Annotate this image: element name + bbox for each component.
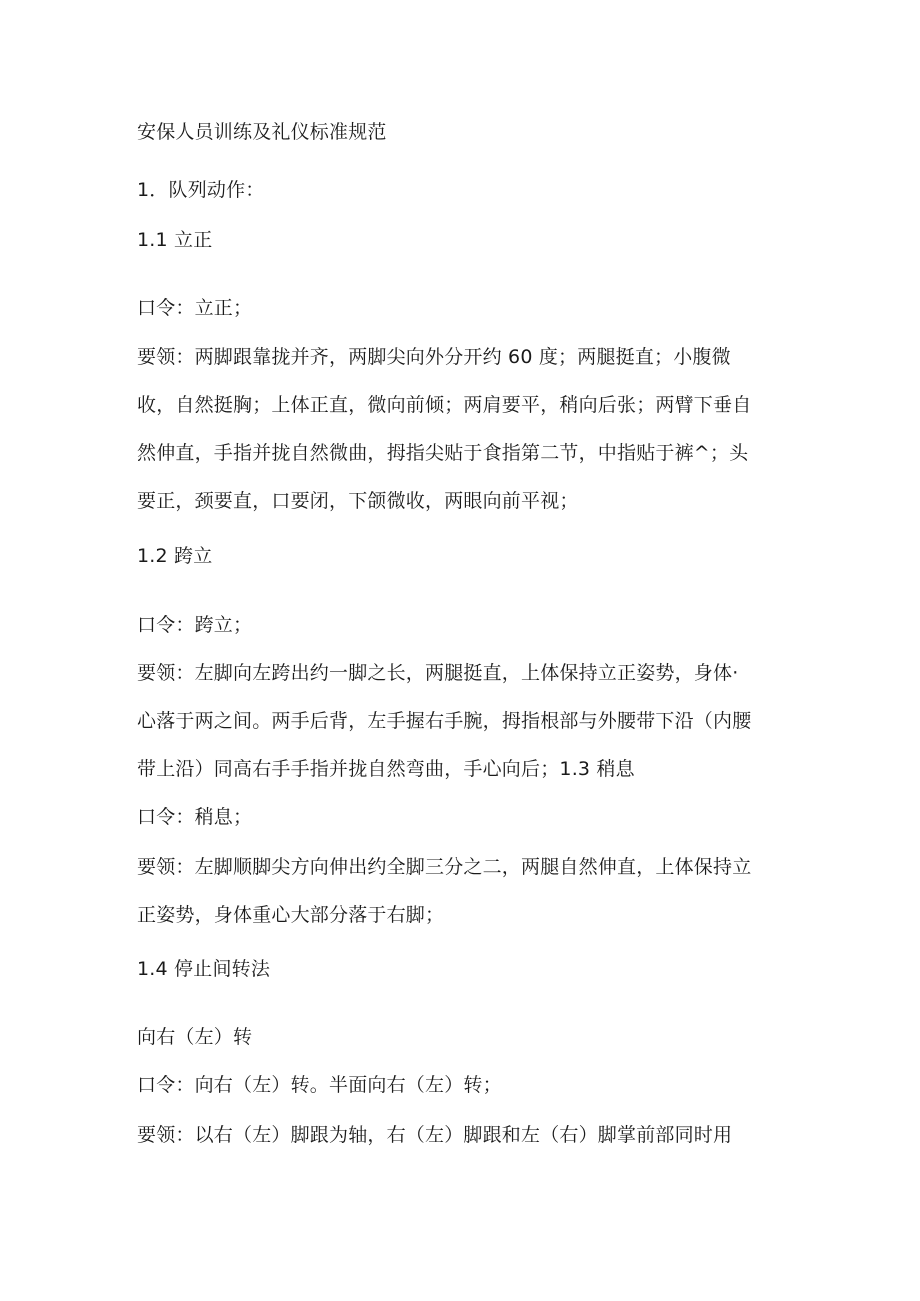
essentials-1-1-line-1: 要领：两脚跟靠拢并齐，两脚尖向外分开约 60 度；两腿挺直；小腹微 [137, 346, 731, 368]
essentials-1-4-line-1: 要领：以右（左）脚跟为轴，右（左）脚跟和左（右）脚掌前部同时用 [137, 1124, 733, 1146]
essentials-1-3-line-2: 正姿势，身体重心大部分落于右脚； [137, 904, 445, 926]
essentials-1-1-line-2: 收，自然挺胸；上体正直，微向前倾；两肩要平，稍向后张；两臂下垂自 [137, 394, 752, 416]
essentials-1-2-line-3: 带上沿）同高右手手指并拢自然弯曲，手心向后；1.3 稍息 [137, 758, 635, 780]
command-1-2: 口令：跨立； [137, 614, 253, 636]
turn-subheading: 向右（左）转 [137, 1026, 253, 1048]
subsection-heading-1-4: 1.4 停止间转法 [137, 958, 271, 980]
section-heading-1: 1．队列动作： [137, 179, 265, 201]
essentials-1-2-line-1: 要领：左脚向左跨出约一脚之长，两腿挺直，上体保持立正姿势，身体· [137, 662, 739, 684]
essentials-1-1-line-3: 然伸直，手指并拢自然微曲，拇指尖贴于食指第二节，中指贴于裤^；头 [137, 442, 749, 464]
command-1-3: 口令：稍息； [137, 806, 253, 828]
essentials-1-2-line-2: 心落于两之间。两手后背，左手握右手腕，拇指根部与外腰带下沿（内腰 [137, 710, 752, 732]
command-1-4: 口令：向右（左）转。半面向右（左）转； [137, 1074, 502, 1096]
essentials-1-3-line-1: 要领：左脚顺脚尖方向伸出约全脚三分之二，两腿自然伸直，上体保持立 [137, 856, 752, 878]
subsection-heading-1-1: 1.1 立正 [137, 229, 213, 251]
essentials-1-1-line-4: 要正，颈要直，口要闭，下颌微收，两眼向前平视； [137, 490, 579, 512]
subsection-heading-1-2: 1.2 跨立 [137, 545, 213, 567]
document-title: 安保人员训练及礼仪标准规范 [137, 121, 387, 143]
command-1-1: 口令：立正； [137, 297, 253, 319]
